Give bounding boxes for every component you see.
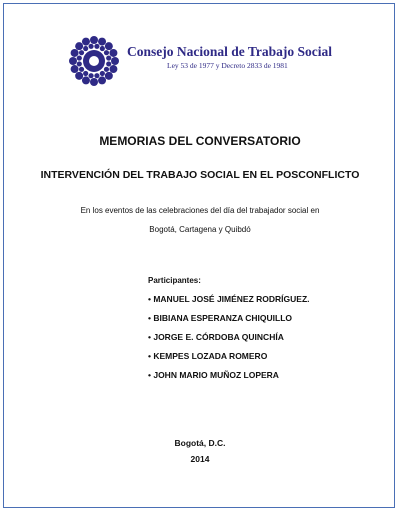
org-name: Consejo Nacional de Trabajo Social bbox=[127, 44, 333, 59]
participant-item: • KEMPES LOZADA ROMERO bbox=[148, 351, 268, 361]
document-title: MEMORIAS DEL CONVERSATORIO bbox=[99, 134, 301, 148]
gear-star-logo-icon bbox=[68, 35, 120, 87]
participant-item: • BIBIANA ESPERANZA CHIQUILLO bbox=[148, 313, 293, 323]
org-law-reference: Ley 53 de 1977 y Decreto 2833 de 1981 bbox=[167, 61, 288, 70]
participants-label: Participantes: bbox=[148, 276, 201, 285]
participant-item: • JOHN MARIO MUÑOZ LOPERA bbox=[148, 370, 279, 380]
description-line-1: En los eventos de las celebraciones del día del trabajador social en bbox=[80, 206, 320, 215]
city: Bogotá, D.C. bbox=[174, 438, 226, 448]
participant-item: • JORGE E. CÓRDOBA QUINCHÍA bbox=[148, 332, 284, 342]
year: 2014 bbox=[190, 454, 210, 464]
document-subtitle: INTERVENCIÓN DEL TRABAJO SOCIAL EN EL POSCONFLICTO bbox=[40, 169, 360, 181]
page-border bbox=[3, 3, 395, 508]
participant-item: • MANUEL JOSÉ JIMÉNEZ RODRÍGUEZ. bbox=[148, 294, 310, 304]
description-line-2: Bogotá, Cartagena y Quibdó bbox=[149, 225, 251, 234]
